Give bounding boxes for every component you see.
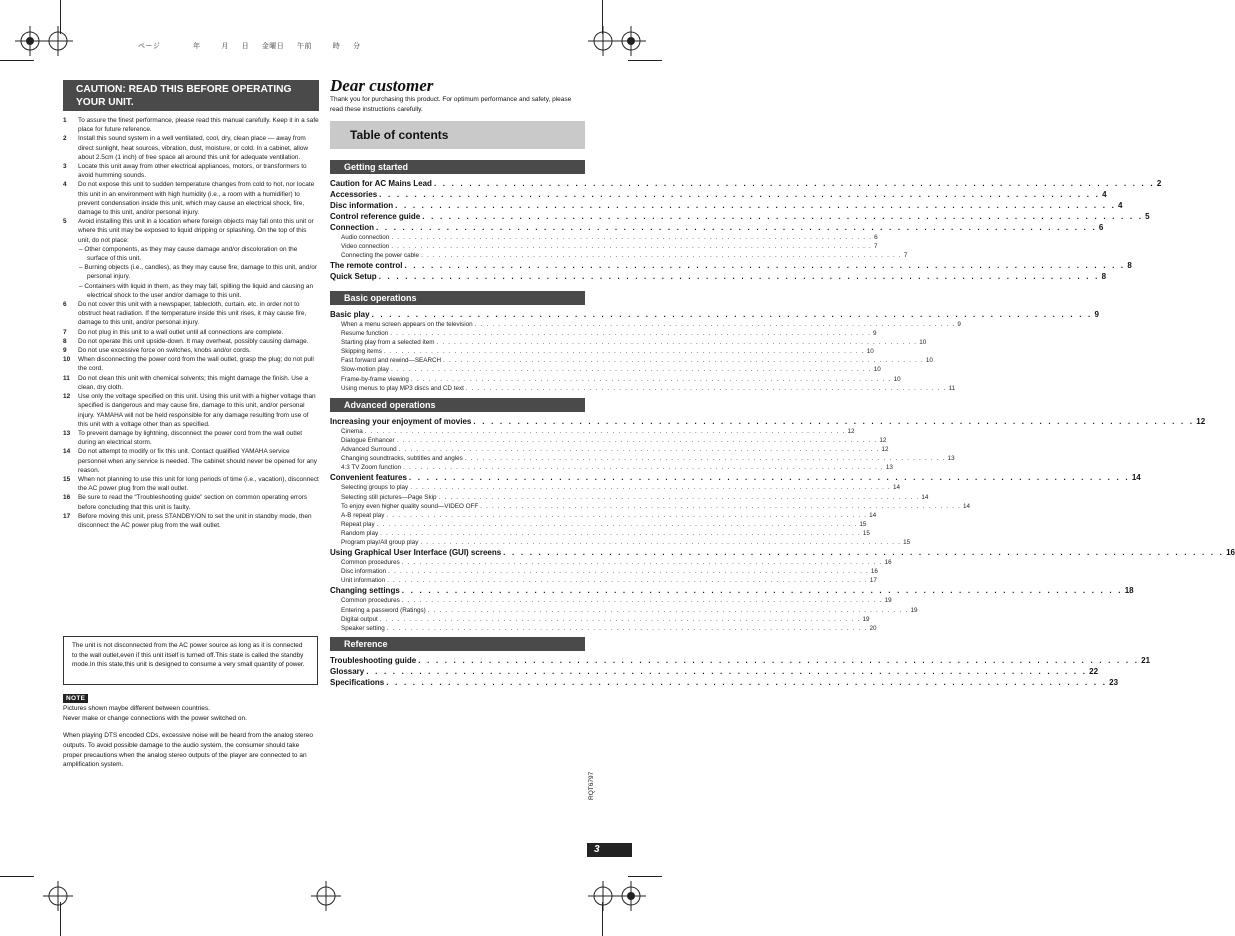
toc-page-number: 17 (869, 577, 877, 585)
header-minute: 分 (353, 42, 361, 50)
caution-item (63, 392, 319, 429)
caution-item-text: Do not expose this unit to sudden temperature changes from cold to hot, nor locate this unit in an environment with high humidity (i.e., a room with a humidifier) to prevent condensation inside this unit, which may cause an electrical shock, fire, damage to this unit, and/or personal injury. (78, 181, 315, 217)
toc-page-number: 13 (885, 464, 893, 472)
caution-item-text: When disconnecting the power cord from the wall outlet, grasp the plug; do not pull the cord. (78, 356, 314, 373)
toc-entry[interactable] (330, 189, 1107, 200)
page-number: 3 (587, 843, 632, 857)
toc-page-number: 7 (873, 243, 878, 251)
toc-entry-title: 4:3 TV Zoom function (341, 464, 402, 472)
toc-subentry[interactable] (330, 511, 877, 520)
toc-subentry[interactable] (330, 463, 893, 472)
toc-subentry[interactable] (330, 596, 892, 605)
toc-section-reference (330, 637, 1151, 688)
toc-leader-dots: . . . . . . . . . . . . . . . . . . . . . . . . . . . . . . . . . . . . . . . . . . . . . . . . . . . . . . . . . . . . . . . . . . . . . . . . . . . . . . . . . . (376, 520, 858, 528)
caution-item (63, 346, 319, 355)
toc-leader-dots: . . . . . . . . . . . . . . . . . . . . . . . . . . . . . . . . . . . . . . . . . . . . . . . . . . . . . . . . . . . . . . . . . . . . . . . . . . . . . . . . . . (480, 502, 961, 510)
caution-item-number: 11 (63, 374, 70, 382)
toc-section-advanced-operations (330, 398, 1235, 633)
toc-entry-title: Starting play from a selected item (341, 339, 435, 347)
toc-subentry[interactable] (330, 251, 908, 260)
caution-item (63, 493, 319, 511)
caution-item-text: Do not cover this unit with a newspaper, tablecloth, curtain, etc. in order not to obstruct heat radiation. If the temperature inside this unit rises, it may cause fire, damage to this unit, and/or personal injury. (78, 301, 307, 327)
toc-page-number: 23 (1109, 678, 1119, 687)
toc-entry-title: Program play/All group play (341, 539, 419, 547)
toc-entry-title: Disc information (330, 201, 394, 210)
toc-entry-title: Glossary (330, 667, 365, 676)
toc-page-number: 14 (921, 493, 929, 501)
toc-page-number: 8 (1101, 272, 1107, 282)
caution-item (63, 116, 319, 134)
crop-line (602, 0, 603, 34)
toc-subentry[interactable] (330, 624, 877, 633)
toc-leader-dots: . . . . . . . . . . . . . . . . . . . . . . . . . . . . . . . . . . . . . . . . . . . . . . . . . . . . . . . . . . . . . . . . . . . . . . . . . . . . . . . . . . (433, 179, 1155, 188)
registration-mark-icon (616, 26, 646, 56)
toc-entry-title: Accessories (330, 190, 378, 199)
toc-leader-dots: . . . . . . . . . . . . . . . . . . . . . . . . . . . . . . . . . . . . . . . . . . . . . . . . . . . . . . . . . . . . . . . . . . . . . . . . . . . . . . . . . . (366, 667, 1088, 676)
toc-page-number: 18 (1124, 586, 1134, 596)
toc-entry-title: To enjoy even higher quality sound—VIDEO OFF (341, 502, 479, 510)
caution-item (63, 512, 319, 530)
crop-line (0, 60, 34, 61)
toc-leader-dots: . . . . . . . . . . . . . . . . . . . . . . . . . . . . . . . . . . . . . . . . . . . . . . . . . . . . . . . . . . . . . . . . . . . . . . . . . . . . . . . . . . (465, 384, 947, 392)
toc-page-number: 4 (1102, 190, 1107, 199)
caution-item (63, 217, 319, 245)
toc-subentry[interactable] (330, 615, 870, 624)
toc-leader-dots: . . . . . . . . . . . . . . . . . . . . . . . . . . . . . . . . . . . . . . . . . . . . . . . . . . . . . . . . . . . . . . . . . . . . . . . . . . . . . . . . . . (410, 484, 891, 492)
toc-page-number: 19 (862, 615, 870, 623)
document-code: RQT6797 (588, 771, 595, 800)
toc-leader-dots: . . . . . . . . . . . . . . . . . . . . . . . . . . . . . . . . . . . . . . . . . . . . . . . . . . . . . . . . . . . . . . . . . . . . . . . . . . . . . . . . . . (443, 357, 924, 365)
toc-page-number: 2 (1156, 179, 1162, 188)
toc-entry-title: Convenient features (330, 473, 407, 483)
toc-entry-title: Repeat play (341, 520, 375, 528)
toc-leader-dots: . . . . . . . . . . . . . . . . . . . . . . . . . . . . . . . . . . . . . . . . . . . . . . . . . . . . . . . . . . . . . . . . . . . . . . . . . . . . . . . . . . (464, 455, 946, 463)
toc-page-number: 15 (859, 520, 867, 528)
toc-page-number: 20 (869, 624, 877, 632)
toc-section-getting-started (330, 160, 1162, 282)
toc-page-number: 10 (873, 366, 881, 374)
caution-item (63, 355, 319, 373)
toc-entry-title: Selecting still pictures—Page Skip (341, 493, 437, 501)
toc-subentry[interactable] (330, 356, 933, 365)
caution-list (63, 116, 319, 530)
toc-entry-title: Slow-motion play (341, 366, 389, 374)
toc-subentry[interactable] (330, 329, 877, 338)
caution-item-number: 3 (63, 163, 67, 171)
note-line: Never make or change connections with the power switched on. (63, 714, 247, 722)
caution-item (63, 429, 319, 447)
toc-page-number: 14 (869, 511, 877, 519)
toc-leader-dots: . . . . . . . . . . . . . . . . . . . . . . . . . . . . . . . . . . . . . . . . . . . . . . . . . . . . . . . . . . . . . . . . . . . . . . . . . . . . . . . . . . (364, 428, 846, 435)
toc-entry[interactable] (330, 666, 1099, 677)
header-month: 月 (221, 42, 229, 50)
toc-entry-title: Increasing your enjoyment of movies (330, 417, 472, 426)
toc-entry[interactable] (330, 585, 1134, 596)
toc-subentry[interactable] (330, 436, 887, 445)
toc-subentry[interactable] (330, 347, 874, 356)
caution-item-number: 9 (63, 347, 67, 355)
caution-item-number: 2 (63, 135, 67, 143)
toc-entry-title: Dialogue Enhancer (341, 437, 395, 445)
toc-entry-title: Caution for AC Mains Lead (330, 179, 432, 188)
toc-entry-title: Audio connection (341, 234, 390, 241)
toc-entry-title: Connecting the power cable (341, 252, 420, 260)
toc-subentry[interactable] (330, 502, 970, 511)
toc-leader-dots: . . . . . . . . . . . . . . . . . . . . . . . . . . . . . . . . . . . . . . . . . . . . . . . . . . . . . . . . . . . . . . . . . . . . . . . . . . . . . . . . . . (398, 446, 880, 454)
toc-entry-title: Video connection (341, 243, 390, 251)
toc-page-number: 9 (873, 330, 877, 338)
toc-entry-title: Skipping items (341, 348, 382, 356)
toc-page-number: 15 (862, 529, 870, 537)
toc-leader-dots: . . . . . . . . . . . . . . . . . . . . . . . . . . . . . . . . . . . . . . . . . . . . . . . . . . . . . . . . . . . . . . . . . . . . . . . . . . . . . . . . . . (474, 321, 956, 328)
registration-mark-icon (43, 26, 73, 56)
caution-item (63, 328, 319, 337)
toc-subentry[interactable] (330, 320, 961, 329)
toc-section-basic-operations (330, 291, 1099, 393)
caution-item (63, 263, 319, 281)
caution-item (63, 134, 319, 162)
toc-leader-dots: . . . . . . . . . . . . . . . . . . . . . . . . . . . . . . . . . . . . . . . . . . . . . . . . . . . . . . . . . . . . . . . . . . . . . . . . . . . . . . . . . . (427, 606, 909, 614)
caution-item-number: 13 (63, 429, 71, 437)
caution-item-text: Avoid installing this unit in a location where foreign objects may fall onto this unit or where this unit may be exposed to liquid dripping or splashing. On the top of this unit, do not place: (78, 218, 314, 244)
caution-title: CAUTION: READ THIS BEFORE OPERATING YOUR UNIT. (63, 80, 319, 111)
toc-entry[interactable] (330, 260, 1132, 271)
toc-page-number: 12 (1196, 417, 1206, 426)
toc-leader-dots: . . . . . . . . . . . . . . . . . . . . . . . . . . . . . . . . . . . . . . . . . . . . . . . . . . . . . . . . . . . . . . . . . . . . . . . . . . . . . . . . . . (395, 201, 1117, 210)
toc-section-heading: Getting started (330, 160, 585, 174)
toc-page-number: 9 (957, 321, 961, 328)
toc-leader-dots: . . . . . . . . . . . . . . . . . . . . . . . . . . . . . . . . . . . . . . . . . . . . . . . . . . . . . . . . . . . . . . . . . . . . . . . . . . . . . . . . . . (391, 243, 872, 251)
registration-mark-icon (616, 881, 646, 911)
toc-entry-title: Changing settings (330, 586, 400, 596)
note-text (63, 704, 319, 724)
caution-subitem-text: – Burning objects (i.e., candles), as they may cause fire, damage to this unit, and/or personal injury. (79, 264, 317, 281)
toc-leader-dots: . . . . . . . . . . . . . . . . . . . . . . . . . . . . . . . . . . . . . . . . . . . . . . . . . . . . . . . . . . . . . . . . . . . . . . . . . . . . . . . . . . (378, 272, 1100, 282)
toc-page-number: 16 (870, 568, 878, 576)
caution-item-number: 17 (63, 512, 71, 520)
toc-leader-dots: . . . . . . . . . . . . . . . . . . . . . . . . . . . . . . . . . . . . . . . . . . . . . . . . . . . . . . . . . . . . . . . . . . . . . . . . . . . . . . . . . . (386, 678, 1108, 687)
caution-item-number: 10 (63, 356, 71, 364)
toc-leader-dots: . . . . . . . . . . . . . . . . . . . . . . . . . . . . . . . . . . . . . . . . . . . . . . . . . . . . . . . . . . . . . . . . . . . . . . . . . . . . . . . . . . (418, 656, 1140, 665)
toc-entry-title: Speaker setting (341, 624, 385, 632)
caution-item-text: Use only the voltage specified on this unit. Using this unit with a higher voltage than specified is dangerous and may cause fire, damage to this unit, and/or personal injury. YAMAHA will not be held responsible for any damage resulting from use of this unit with a voltage other than as specified. (78, 393, 316, 428)
crop-line (0, 876, 34, 877)
caution-item (63, 337, 319, 346)
toc-leader-dots: . . . . . . . . . . . . . . . . . . . . . . . . . . . . . . . . . . . . . . . . . . . . . . . . . . . . . . . . . . . . . . . . . . . . . . . . . . . . . . . . . . (386, 624, 868, 632)
header-hour: 時 (332, 42, 341, 50)
caution-item (63, 475, 319, 493)
toc-leader-dots: . . . . . . . . . . . . . . . . . . . . . . . . . . . . . . . . . . . . . . . . . . . . . . . . . . . . . . . . . . . . . . . . . . . . . . . . . . . . . . . . . . (503, 548, 1225, 558)
caution-item (63, 374, 319, 392)
toc-entry[interactable] (330, 547, 1235, 558)
toc-entry-title: Using Graphical User Interface (GUI) screens (330, 548, 502, 558)
toc-entry-title: Common procedures (341, 559, 400, 567)
toc-leader-dots: . . . . . . . . . . . . . . . . . . . . . . . . . . . . . . . . . . . . . . . . . . . . . . . . . . . . . . . . . . . . . . . . . . . . . . . . . . . . . . . . . . (371, 310, 1093, 319)
toc-entry-title: Digital output (341, 615, 378, 623)
caution-item-text: To assure the finest performance, please read this manual carefully. Keep it in a safe place for future reference. (78, 117, 319, 134)
crop-line (60, 902, 61, 936)
toc-entry-title: Troubleshooting guide (330, 656, 417, 665)
toc-leader-dots: . . . . . . . . . . . . . . . . . . . . . . . . . . . . . . . . . . . . . . . . . . . . . . . . . . . . . . . . . . . . . . . . . . . . . . . . . . . . . . . . . . (401, 559, 883, 567)
toc-entry-title: When a menu screen appears on the television (341, 321, 473, 328)
toc-title: Table of contents (330, 121, 585, 149)
caution-subitem-text: – Other components, as they may cause damage and/or discoloration on the surface of this unit. (79, 245, 298, 263)
caution-item-text: Do not clean this unit with chemical solvents; this might damage the finish. Use a clean, dry cloth. (78, 374, 309, 391)
caution-item-number: 12 (63, 393, 71, 401)
toc-entry[interactable] (330, 677, 1119, 688)
toc-subentry[interactable] (330, 538, 911, 547)
toc-leader-dots: . . . . . . . . . . . . . . . . . . . . . . . . . . . . . . . . . . . . . . . . . . . . . . . . . . . . . . . . . . . . . . . . . . . . . . . . . . . . . . . . . . (410, 375, 892, 383)
caution-item (63, 245, 319, 263)
toc-subentry[interactable] (330, 483, 900, 492)
toc-leader-dots: . . . . . . . . . . . . . . . . . . . . . . . . . . . . . . . . . . . . . . . . . . . . . . . . . . . . . . . . . . . . . . . . . . . . . . . . . . . . . . . . . . (388, 568, 869, 576)
caution-subitem-text: – Containers with liquid in them, as they may fall, spilling the liquid and causing an electrical shock to the user and/or damage to this unit. (79, 282, 314, 299)
header-ampm: 午前 (297, 42, 313, 50)
toc-leader-dots: . . . . . . . . . . . . . . . . . . . . . . . . . . . . . . . . . . . . . . . . . . . . . . . . . . . . . . . . . . . . . . . . . . . . . . . . . . . . . . . . . . (390, 366, 872, 374)
toc-entry-title: Quick Setup (330, 272, 377, 282)
toc-leader-dots: . . . . . . . . . . . . . . . . . . . . . . . . . . . . . . . . . . . . . . . . . . . . . . . . . . . . . . . . . . . . . . . . . . . . . . . . . . . . . . . . . . (404, 261, 1126, 271)
toc-page-number: 10 (893, 375, 901, 383)
toc-entry[interactable] (330, 222, 1104, 233)
toc-entry-title: Selecting groups to play (341, 484, 409, 492)
toc-subentry[interactable] (330, 427, 855, 436)
header-day: 日 (241, 42, 250, 50)
caution-item (63, 180, 319, 217)
toc-entry-title: Specifications (330, 678, 385, 687)
caution-item-number: 16 (63, 494, 71, 502)
toc-subentry[interactable] (330, 558, 892, 567)
toc-page-number: 16 (884, 559, 892, 567)
toc-leader-dots: . . . . . . . . . . . . . . . . . . . . . . . . . . . . . . . . . . . . . . . . . . . . . . . . . . . . . . . . . . . . . . . . . . . . . . . . . . . . . . . . . . (401, 586, 1123, 596)
toc-section-heading: Reference (330, 637, 585, 651)
toc-leader-dots: . . . . . . . . . . . . . . . . . . . . . . . . . . . . . . . . . . . . . . . . . . . . . . . . . . . . . . . . . . . . . . . . . . . . . . . . . . . . . . . . . . (386, 511, 868, 519)
toc-entry-title: Connection (330, 223, 374, 232)
toc-entry-title: Common procedures (341, 597, 400, 605)
toc-page-number: 8 (1127, 261, 1132, 271)
toc-subentry[interactable] (330, 520, 867, 529)
toc-page-number: 6 (874, 234, 878, 241)
toc-page-number: 15 (903, 539, 911, 547)
caution-item-text: Install this sound system in a well ventilated, cool, dry, clean place — away from direct sunlight, heat sources, vibration, dust, moisture, or cold. In a cabinet, allow about 2.5cm (1 inch) of free space all around this unit for adequate ventilation. (78, 135, 309, 161)
toc-page-number: 12 (879, 437, 887, 445)
crop-line (628, 60, 662, 61)
toc-leader-dots: . . . . . . . . . . . . . . . . . . . . . . . . . . . . . . . . . . . . . . . . . . . . . . . . . . . . . . . . . . . . . . . . . . . . . . . . . . . . . . . . . . (379, 615, 861, 623)
toc-leader-dots: . . . . . . . . . . . . . . . . . . . . . . . . . . . . . . . . . . . . . . . . . . . . . . . . . . . . . . . . . . . . . . . . . . . . . . . . . . . . . . . . . . (408, 473, 1130, 483)
toc-leader-dots: . . . . . . . . . . . . . . . . . . . . . . . . . . . . . . . . . . . . . . . . . . . . . . . . . . . . . . . . . . . . . . . . . . . . . . . . . . . . . . . . . . (421, 252, 902, 260)
caution-item-text: Do not use excessive force on switches, knobs and/or cords. (78, 347, 251, 355)
toc-entry-title: Unit information (341, 577, 386, 585)
toc-leader-dots: . . . . . . . . . . . . . . . . . . . . . . . . . . . . . . . . . . . . . . . . . . . . . . . . . . . . . . . . . . . . . . . . . . . . . . . . . . . . . . . . . . (422, 212, 1144, 221)
toc-subentry[interactable] (330, 529, 870, 538)
toc-entry-title: Fast forward and rewind—SEARCH (341, 357, 442, 365)
toc-leader-dots: . . . . . . . . . . . . . . . . . . . . . . . . . . . . . . . . . . . . . . . . . . . . . . . . . . . . . . . . . . . . . . . . . . . . . . . . . . . . . . . . . . (436, 339, 918, 347)
toc-page-number: 19 (884, 597, 892, 605)
toc-section-heading: Advanced operations (330, 398, 585, 412)
toc-subentry[interactable] (330, 454, 955, 463)
toc-entry-title: Advanced Surround (341, 446, 397, 454)
caution-item-text: Be sure to read the “Troubleshooting guide” section on common operating errors before concluding that this unit is faulty. (78, 494, 308, 511)
registration-mark-icon (43, 881, 73, 911)
standby-notice-box: The unit is not disconnected from the AC power source as long as it is connected to the wall outlet,even if this unit itself is turned off.This state is called the standby mode.In this state,this unit is designed to consume a very small quantity of power. (63, 636, 318, 685)
toc-page-number: 10 (866, 348, 874, 356)
toc-leader-dots: . . . . . . . . . . . . . . . . . . . . . . . . . . . . . . . . . . . . . . . . . . . . . . . . . . . . . . . . . . . . . . . . . . . . . . . . . . . . . . . . . . (380, 529, 861, 537)
caution-item (63, 162, 319, 180)
caution-section (63, 80, 319, 530)
toc-entry[interactable] (330, 416, 1206, 427)
toc-entry-title: Cinema (341, 428, 363, 435)
toc-entry-title: Disc information (341, 568, 387, 576)
toc-subentry[interactable] (330, 338, 927, 347)
caution-item-number: 6 (63, 301, 67, 309)
toc-leader-dots: . . . . . . . . . . . . . . . . . . . . . . . . . . . . . . . . . . . . . . . . . . . . . . . . . . . . . . . . . . . . . . . . . . . . . . . . . . . . . . . . . . (383, 348, 865, 356)
toc-page-number: 5 (1145, 212, 1150, 221)
toc-leader-dots: . . . . . . . . . . . . . . . . . . . . . . . . . . . . . . . . . . . . . . . . . . . . . . . . . . . . . . . . . . . . . . . . . . . . . . . . . . . . . . . . . . (396, 437, 878, 445)
dear-customer-text: Thank you for purchasing this product. For optimum performance and safety, please read these instructions carefully. (330, 96, 572, 113)
toc-page-number: 6 (1098, 223, 1104, 232)
toc-page-number: 13 (947, 455, 955, 463)
toc-leader-dots: . . . . . . . . . . . . . . . . . . . . . . . . . . . . . . . . . . . . . . . . . . . . . . . . . . . . . . . . . . . . . . . . . . . . . . . . . . . . . . . . . . (438, 493, 920, 501)
toc-leader-dots: . . . . . . . . . . . . . . . . . . . . . . . . . . . . . . . . . . . . . . . . . . . . . . . . . . . . . . . . . . . . . . . . . . . . . . . . . . . . . . . . . . (473, 417, 1195, 426)
caution-item-number: 14 (63, 448, 71, 456)
toc-subentry[interactable] (330, 242, 878, 251)
toc-entry-title: Frame-by-frame viewing (341, 375, 409, 383)
toc-entry-title: Control reference guide (330, 212, 421, 221)
toc-page-number: 10 (919, 339, 927, 347)
header-weekday: 金曜日 (261, 42, 285, 50)
toc-leader-dots: . . . . . . . . . . . . . . . . . . . . . . . . . . . . . . . . . . . . . . . . . . . . . . . . . . . . . . . . . . . . . . . . . . . . . . . . . . . . . . . . . . (390, 330, 872, 338)
toc-page-number: 7 (903, 252, 908, 260)
toc-subentry[interactable] (330, 233, 878, 242)
note-badge: NOTE (63, 694, 88, 703)
toc-subentry[interactable] (330, 365, 881, 374)
toc-subentry[interactable] (330, 384, 956, 393)
caution-item-number: 1 (63, 117, 67, 124)
toc-entry-title: Resume function (341, 330, 389, 338)
toc-page-number: 12 (881, 446, 889, 454)
toc-leader-dots: . . . . . . . . . . . . . . . . . . . . . . . . . . . . . . . . . . . . . . . . . . . . . . . . . . . . . . . . . . . . . . . . . . . . . . . . . . . . . . . . . . (387, 577, 868, 585)
caution-item-text: Before moving this unit, press STANDBY/ON to set the unit in standby mode, then disconnect the AC power plug from the wall outlet. (78, 512, 312, 529)
toc-entry-title: Using menus to play MP3 discs and CD text (341, 384, 464, 392)
caution-item-text: Locate this unit away from other electrical appliances, motors, or transformers to avoid humming sounds. (78, 163, 307, 180)
toc-entry[interactable] (330, 211, 1150, 222)
header-year: 年 (193, 42, 201, 50)
toc-entry[interactable] (330, 178, 1162, 189)
toc-leader-dots: . . . . . . . . . . . . . . . . . . . . . . . . . . . . . . . . . . . . . . . . . . . . . . . . . . . . . . . . . . . . . . . . . . . . . . . . . . . . . . . . . . (403, 464, 884, 472)
toc-page-number: 16 (1226, 548, 1235, 558)
caution-item (63, 447, 319, 475)
toc-leader-dots: . . . . . . . . . . . . . . . . . . . . . . . . . . . . . . . . . . . . . . . . . . . . . . . . . . . . . . . . . . . . . . . . . . . . . . . . . . . . . . . . . . (391, 234, 873, 241)
toc-subentry[interactable] (330, 375, 901, 384)
toc-subentry[interactable] (330, 493, 929, 502)
toc-entry-title: Changing soundtracks, subtitles and angles (341, 455, 463, 463)
caution-item-number: 4 (63, 181, 67, 189)
toc-entry[interactable] (330, 472, 1141, 483)
toc-page-number: 14 (1131, 473, 1141, 483)
toc-page-number: 14 (962, 502, 970, 510)
toc-subentry[interactable] (330, 606, 918, 615)
registration-mark-icon (311, 881, 341, 911)
registration-mark-icon (588, 26, 618, 56)
toc-subentry[interactable] (330, 445, 889, 454)
toc-leader-dots: . . . . . . . . . . . . . . . . . . . . . . . . . . . . . . . . . . . . . . . . . . . . . . . . . . . . . . . . . . . . . . . . . . . . . . . . . . . . . . . . . . (379, 190, 1101, 199)
toc-entry[interactable] (330, 200, 1123, 211)
caution-item (63, 282, 319, 300)
toc-page-number: 14 (892, 484, 900, 492)
dts-notice: When playing DTS encoded CDs, excessive noise will be heard from the analog stereo outputs. To avoid possible damage to the audio system, the consumer should take proper precautions when the analog stereo outputs of the player are connected to an amplification system. (63, 732, 314, 769)
caution-item-number: 5 (63, 218, 67, 226)
caution-item-text: Do not attempt to modify or fix this unit. Contact qualified YAMAHA service personnel when any service is needed. The cabinet should never be opened for any reason. (78, 448, 317, 474)
toc-page-number: 11 (948, 384, 956, 392)
dear-customer-title: Dear customer (330, 76, 434, 95)
toc-page-number: 21 (1141, 656, 1151, 665)
toc-subentry[interactable] (330, 567, 878, 576)
toc-entry[interactable] (330, 309, 1099, 320)
caution-item-text: To prevent damage by lightning, disconnect the power cord from the wall outlet during an electrical storm. (78, 429, 303, 447)
crop-line (628, 876, 662, 877)
toc-entry[interactable] (330, 271, 1107, 282)
print-header (138, 41, 371, 51)
note-line: Pictures shown maybe different between countries. (63, 705, 210, 712)
toc-section-heading: Basic operations (330, 291, 585, 305)
caution-item-text: Do not operate this unit upside-down. It may overheat, possibly causing damage. (78, 337, 309, 345)
toc-page-number: 4 (1118, 201, 1123, 210)
toc-page-number: 22 (1089, 667, 1099, 676)
caution-item-text: Do not plug in this unit to a wall outlet until all connections are complete. (78, 328, 284, 336)
caution-item (63, 300, 319, 328)
toc-page-number: 10 (925, 357, 933, 365)
toc-leader-dots: . . . . . . . . . . . . . . . . . . . . . . . . . . . . . . . . . . . . . . . . . . . . . . . . . . . . . . . . . . . . . . . . . . . . . . . . . . . . . . . . . . (420, 539, 902, 547)
crop-line (602, 902, 603, 936)
toc-subentry[interactable] (330, 576, 877, 585)
caution-item-number: 7 (63, 328, 67, 336)
registration-mark-icon (15, 26, 45, 56)
header-page: ページ (138, 42, 161, 50)
crop-line (60, 0, 61, 34)
toc-entry-title: Random play (341, 529, 379, 537)
toc-page-number: 19 (910, 606, 918, 614)
caution-item-text: When not planning to use this unit for long periods of time (i.e., vacation), disconnect the AC power plug from the wall outlet. (78, 475, 319, 493)
toc-entry-title: Basic play (330, 310, 370, 319)
toc-leader-dots: . . . . . . . . . . . . . . . . . . . . . . . . . . . . . . . . . . . . . . . . . . . . . . . . . . . . . . . . . . . . . . . . . . . . . . . . . . . . . . . . . . (401, 597, 883, 605)
caution-item-number: 8 (63, 337, 67, 345)
caution-item-number: 15 (63, 475, 71, 483)
toc-page-number: 9 (1094, 310, 1099, 319)
toc-page-number: 12 (847, 428, 855, 435)
toc-entry-title: The remote control (330, 261, 403, 271)
toc-entry-title: Entering a password (Ratings) (341, 606, 426, 614)
toc-entry-title: A-B repeat play (341, 511, 385, 519)
registration-mark-icon (588, 881, 618, 911)
toc-entry[interactable] (330, 655, 1151, 666)
toc-leader-dots: . . . . . . . . . . . . . . . . . . . . . . . . . . . . . . . . . . . . . . . . . . . . . . . . . . . . . . . . . . . . . . . . . . . . . . . . . . . . . . . . . . (376, 223, 1097, 232)
